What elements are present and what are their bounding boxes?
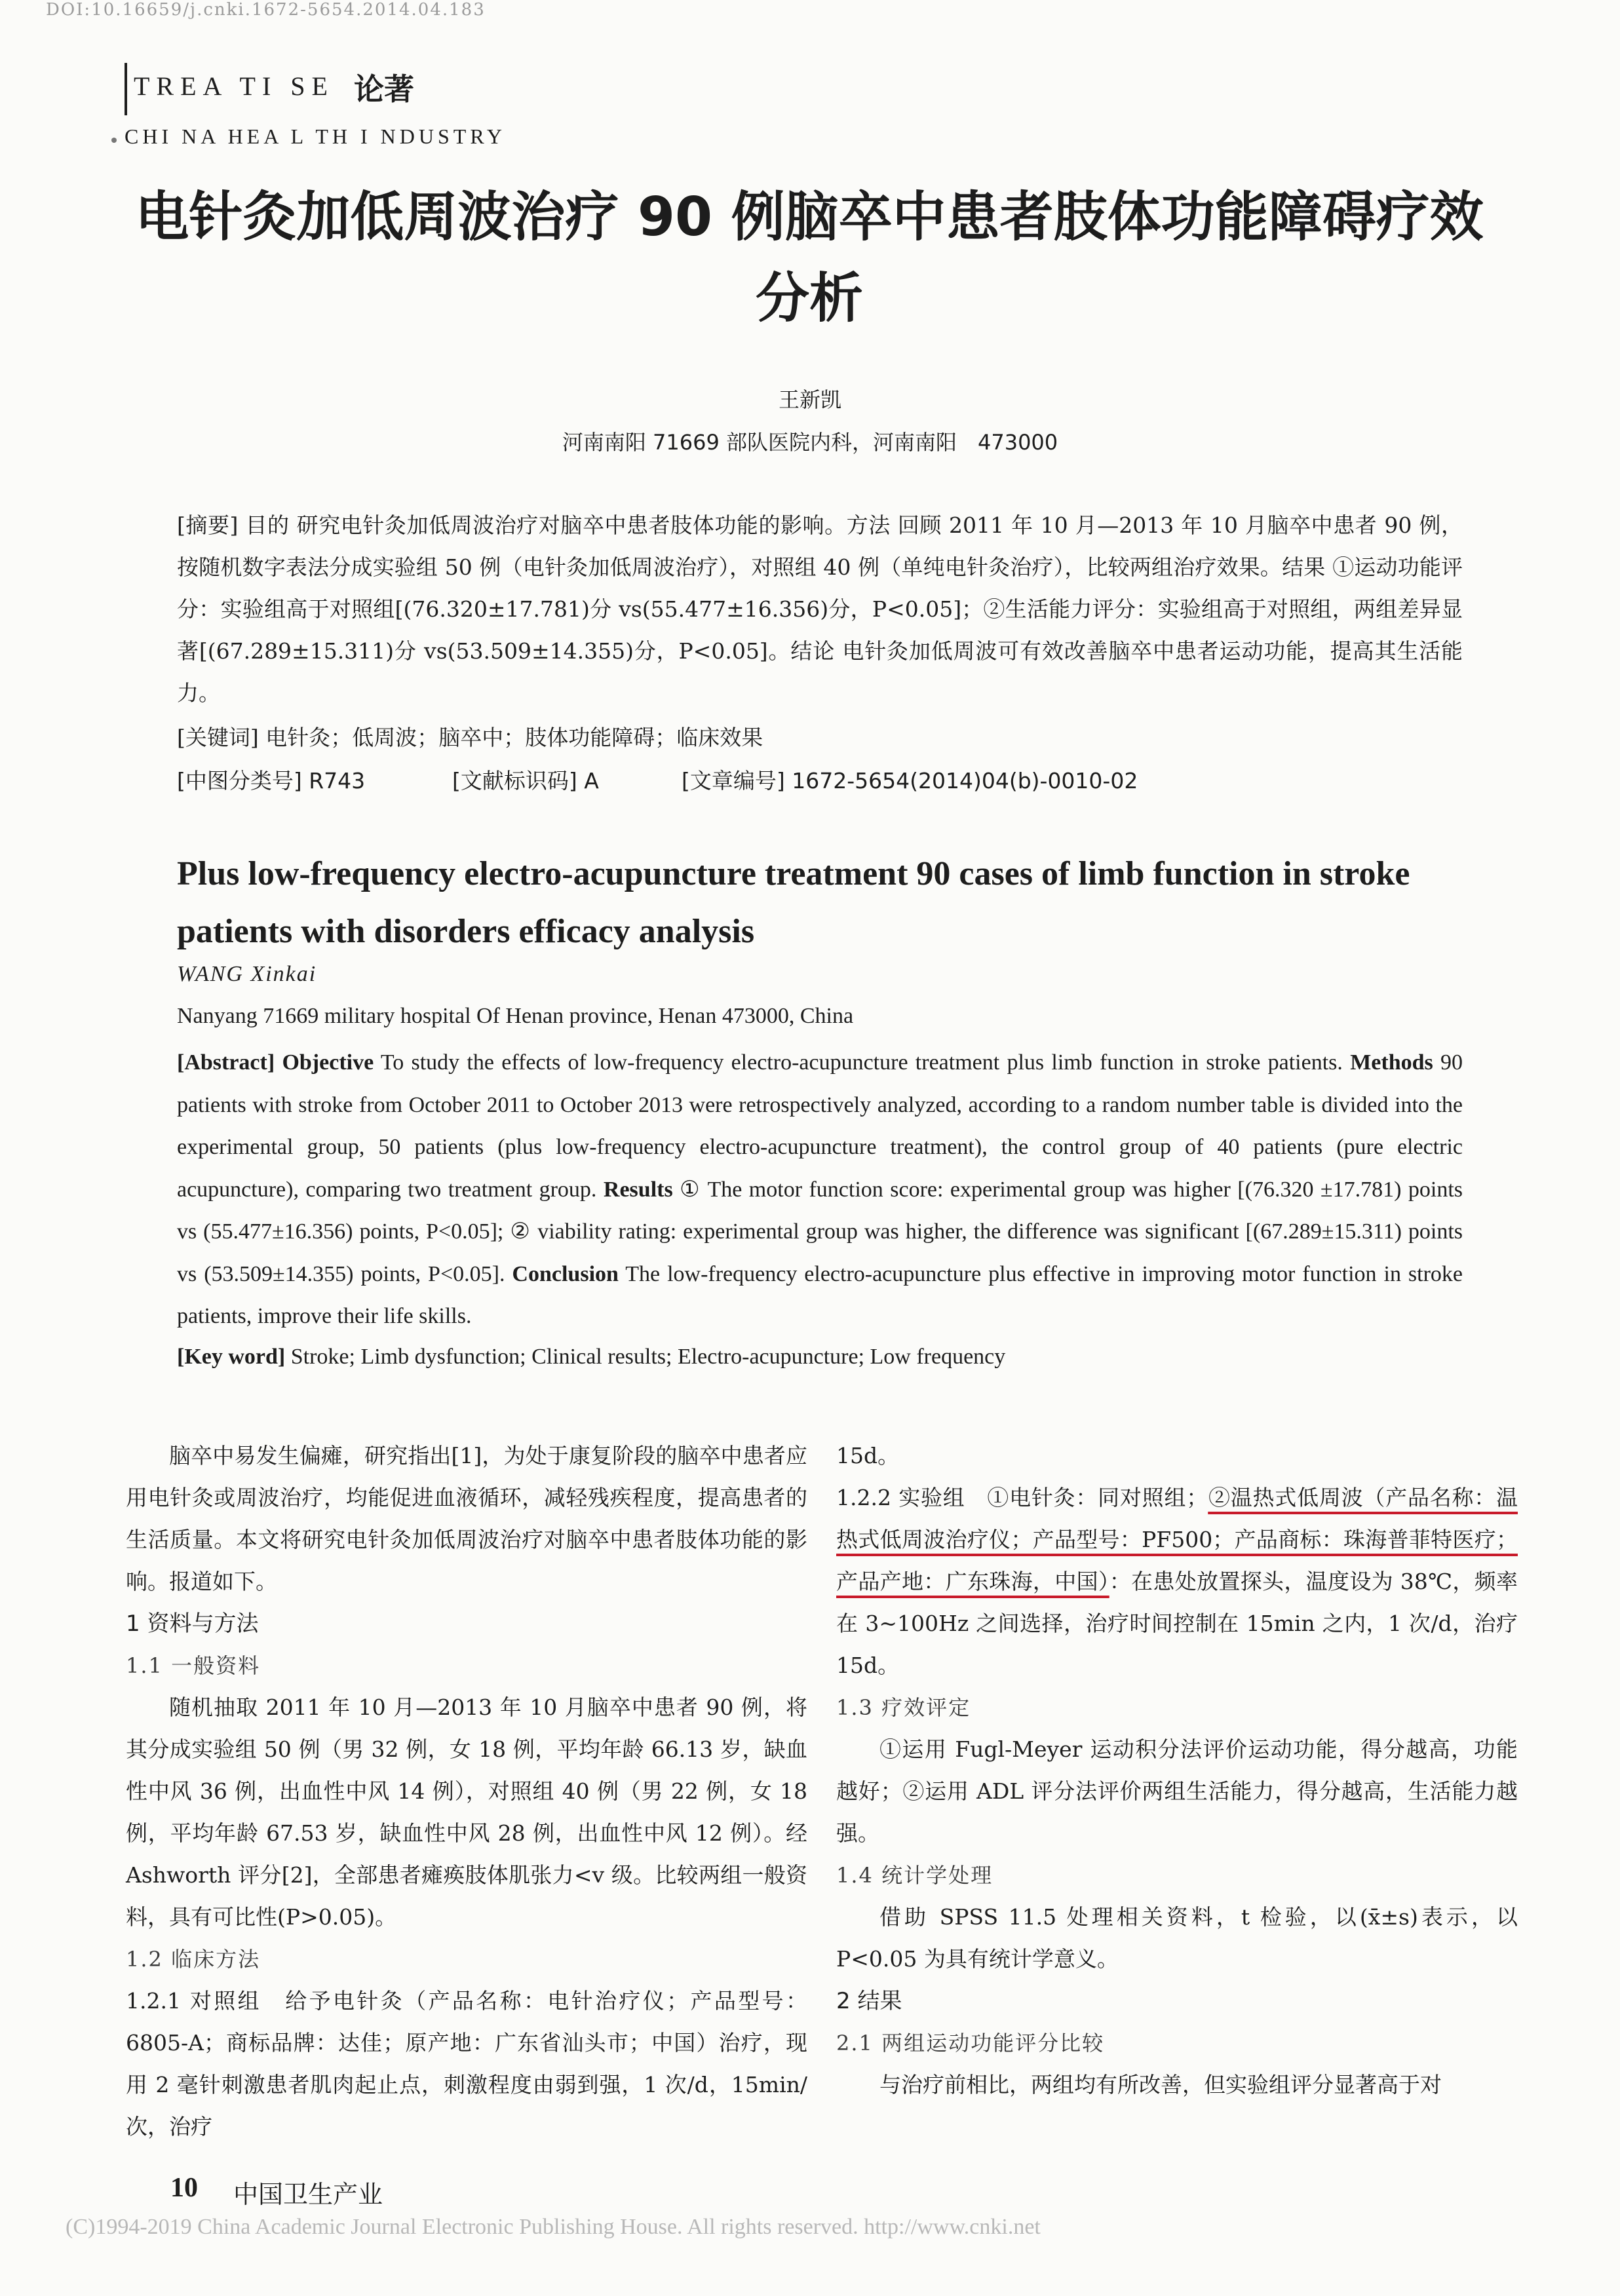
keywords-zh: [关键词] 电针灸；低周波；脑卒中；肢体功能障碍；临床效果 <box>177 725 763 750</box>
journal-name-en: CHI NA HEA L TH I NDUSTRY <box>125 124 507 148</box>
keywords-en <box>177 1345 1005 1369</box>
clc-number: [中图分类号] R743 <box>177 768 366 794</box>
paragraph-continued: 15d。 <box>836 1443 900 1468</box>
article-title-zh: 电针灸加低周波治疗 90 例脑卒中患者肢体功能障碍疗效分析 <box>135 186 1484 330</box>
heading-1: 1 资料与方法 <box>126 1611 259 1637</box>
article-title-en: Plus low-frequency electro-acupuncture treatment 90 cases of limb function in stroke patients with disorders efficacy analysis <box>177 855 1410 950</box>
heading-2-1: 2.1 两组运动功能评分比较 <box>836 2031 1105 2056</box>
author-zh: 王新凯 <box>778 387 841 412</box>
page-number: 10 <box>170 2173 198 2203</box>
body-column-left <box>126 1435 807 2148</box>
underlined-device-info: ②温热式低周波（产品名称：温热式低周波治疗仪；产品型号：PF500；产品商标：珠海普菲特医疗；产品产地：广东珠海，中国） <box>836 1485 1518 1594</box>
body-column-right <box>836 1435 1518 2106</box>
section-label-en: TREA TI SE <box>134 71 334 101</box>
results-label: Results <box>603 1177 673 1202</box>
keywords-en-label: [Key word] <box>177 1345 286 1369</box>
paragraph-1-2-2-end: ：在患处放置探头，温度设为 38℃，频率在 3~100Hz 之间选择，治疗时间控制在 15min 之内，1 次/d，治疗 15d。 <box>836 1569 1518 1678</box>
top-doi-artifact: DOI:10.16659/j.cnki.1672-5654.2014.04.183 <box>46 0 486 20</box>
heading-2: 2 结果 <box>836 1988 902 2014</box>
heading-1-4: 1.4 统计学处理 <box>836 1863 993 1888</box>
paragraph-1-2-2 <box>836 1477 1518 1687</box>
paragraph-2-1: 与治疗前相比，两组均有所改善，但实验组评分显著高于对 <box>879 2072 1442 2097</box>
results-text: ① The motor function score: experimental group was higher [(76.320 ±17.781) points vs (55.477±16.356) points, P<0.05]; ② viability rating: experimental group was higher, the difference was significant [(67.289±15.311) points vs (53.509±14.355) points, P<0.05]. <box>177 1177 1463 1286</box>
conclusion-label: Conclusion <box>512 1261 619 1286</box>
methods-text: 90 patients with stroke from October 2011 to October 2013 were retrospectively analyzed, according to a random number table is divided into the experimental group, 50 patients (plus low-frequency electro-acupuncture treatment), the control group of 40 patients (pure electric acupuncture), comparing two treatment group. <box>177 1050 1463 1202</box>
article-number: [文章编号] 1672-5654(2014)04(b)-0010-02 <box>682 768 1138 794</box>
document-code: [文献标识码] A <box>452 768 599 794</box>
objective-text: To study the effects of low-frequency electro-acupuncture treatment plus limb function in stroke patients. <box>374 1050 1343 1075</box>
author-en: WANG Xinkai <box>177 962 317 986</box>
paragraph-1-4: 借助 SPSS 11.5 处理相关资料，t 检验，以(x̄±s)表示，以 P<0.05 为具有统计学意义。 <box>836 1904 1518 1972</box>
header-rule <box>125 63 127 115</box>
conclusion-text: The low-frequency electro-acupuncture plus effective in improving motor function in stroke patients, improve their life skills. <box>177 1261 1463 1328</box>
affiliation-zh: 河南南阳 71669 部队医院内科，河南南阳 473000 <box>562 430 1058 455</box>
intro-paragraph: 脑卒中易发生偏瘫，研究指出[1]，为处于康复阶段的脑卒中患者应用电针灸或周波治疗，均能促进血液循环，减轻残疾程度，提高患者的生活质量。本文将研究电针灸加低周波治疗对脑卒中患者肢体功能的影响。报道如下。 <box>126 1443 807 1594</box>
section-label-zh: 论著 <box>354 71 414 107</box>
copyright-notice: (C)1994-2019 China Academic Journal Electronic Publishing House. All rights reserved. http://www.cnki.net <box>66 2215 1041 2239</box>
abstract-en <box>177 1042 1463 1338</box>
footer-journal-name: 中国卫生产业 <box>233 2180 383 2209</box>
methods-label: Methods <box>1350 1050 1433 1075</box>
objective-label: Objective <box>282 1050 374 1075</box>
abstract-zh: [摘要] 目的 研究电针灸加低周波治疗对脑卒中患者肢体功能的影响。方法 回顾 2011 年 10 月—2013 年 10 月脑卒中患者 90 例，按随机数字表法分成实验组 50 例（电针灸加低周波治疗），对照组 40 例（单纯电针灸治疗），比较两组治疗效果。结果 ①运动功能评分：实验组高于对照组[(76.320±17.781)分 vs(55.477±16.356)分，P<0.05]；②生活能力评分：实验组高于对照组，两组差异显著[(67.289±15.311)分 vs(53.509±14.355)分，P<0.05]。结论 电针灸加低周波可有效改善脑卒中患者运动功能，提高其生活能力。 <box>177 512 1463 706</box>
scan-speck <box>111 138 117 143</box>
keywords-en-text: Stroke; Limb dysfunction; Clinical results; Electro-acupuncture; Low frequency <box>285 1345 1006 1369</box>
affiliation-en: Nanyang 71669 military hospital Of Henan province, Henan 473000, China <box>177 1004 854 1028</box>
paragraph-1-2-2-start: 1.2.2 实验组 ①电针灸：同对照组； <box>836 1485 1208 1510</box>
heading-1-3: 1.3 疗效评定 <box>836 1695 971 1720</box>
abstract-label: [Abstract] <box>177 1050 275 1075</box>
paragraph-1-2-1: 1.2.1 对照组 给予电针灸（产品名称：电针治疗仪；产品型号：6805-A；商标品牌：达佳；原产地：广东省汕头市；中国）治疗，现用 2 毫针刺激患者肌肉起止点，刺激程度由弱到强，1 次/d，15min/次，治疗 <box>126 1988 807 2139</box>
paragraph-1-1: 随机抽取 2011 年 10 月—2013 年 10 月脑卒中患者 90 例，将其分成实验组 50 例（男 32 例，女 18 例，平均年龄 66.13 岁，缺血性中风 36 例，出血性中风 14 例），对照组 40 例（男 22 例，女 18 例，平均年龄 67.53 岁，缺血性中风 28 例，出血性中风 12 例）。经 Ashworth 评分[2]，全部患者瘫痪肢体肌张力<v 级。比较两组一般资料，具有可比性(P>0.05)。 <box>126 1694 807 1930</box>
heading-1-2: 1.2 临床方法 <box>126 1947 261 1972</box>
heading-1-1: 1.1 一般资料 <box>126 1653 261 1678</box>
paragraph-1-3: ①运用 Fugl-Meyer 运动积分法评价运动功能，得分越高，功能越好；②运用 ADL 评分法评价两组生活能力，得分越高，生活能力越强。 <box>836 1736 1518 1846</box>
